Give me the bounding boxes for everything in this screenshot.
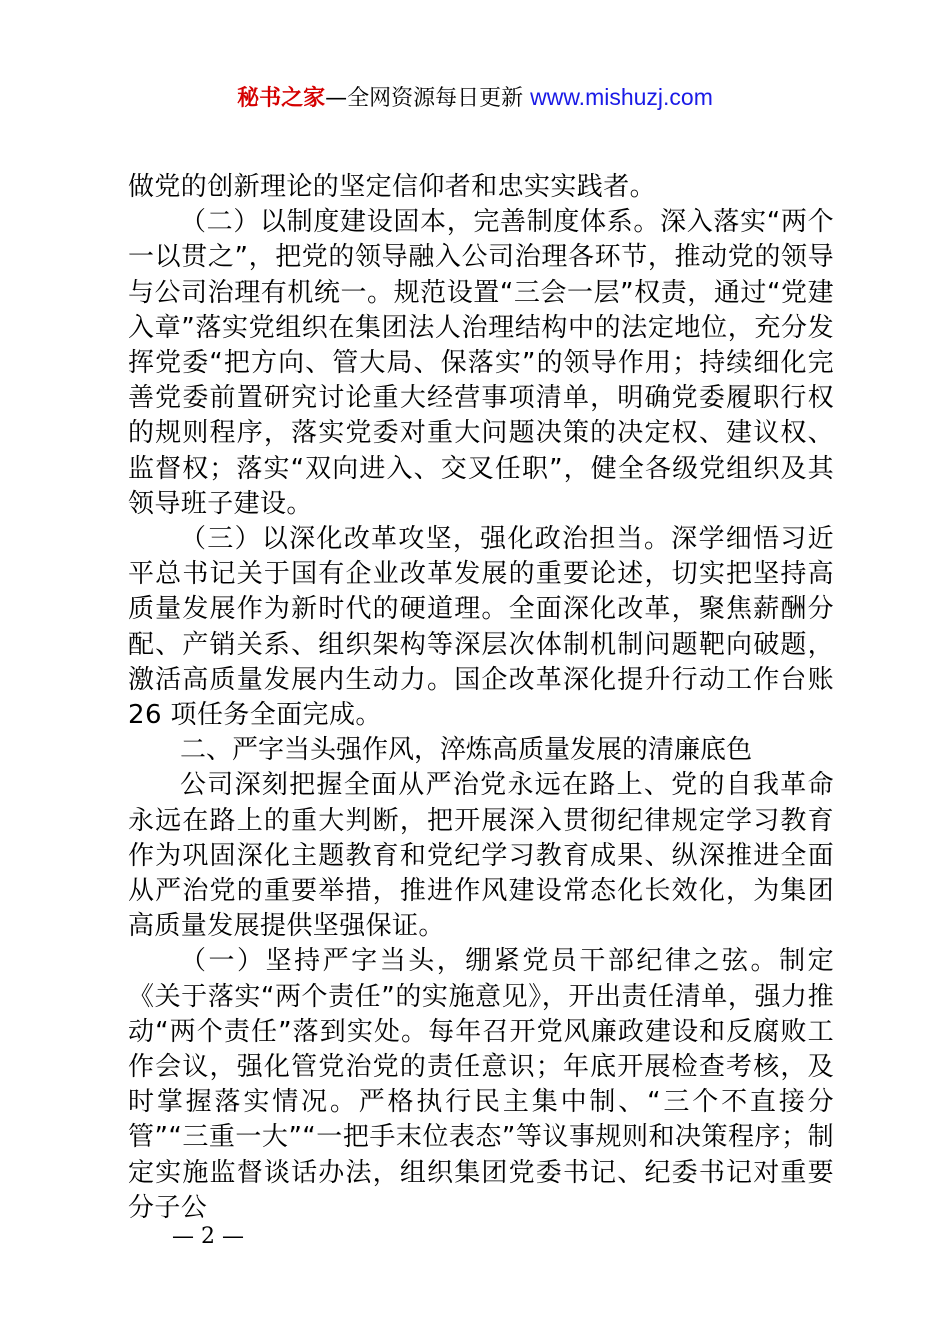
site-slogan: —全网资源每日更新 — [325, 86, 524, 111]
paragraph: （二）以制度建设固本，完善制度体系。深入落实“两个一以贯之”，把党的领导融入公司治理各环节，推动党的领导与公司治理有机统一。规范设置“三会一层”权责，通过“党建入章”落实党组织在集团法人治理结构中的法定地位，充分发挥党委“把方向、管大局、保落实”的领导作用；持续细化完善党委前置研究讨论重大经营事项清单，明确党委履职行权的规则程序，落实党委对重大问题决策的决定权、建议权、监督权；落实“双向进入、交叉任职”，健全各级党组织及其领导班子建设。 — [128, 207, 834, 519]
page-number: — 2 — — [172, 1224, 244, 1249]
section-heading: 二、严字当头强作风，淬炼高质量发展的清廉底色 — [180, 735, 753, 766]
site-header — [0, 80, 950, 116]
document-body — [128, 170, 834, 1226]
site-url[interactable]: www.mishuzj.com — [530, 84, 713, 110]
paragraph: 公司深刻把握全面从严治党永远在路上、党的自我革命永远在路上的重大判断，把开展深入贯彻纪律规定学习教育作为巩固深化主题教育和党纪学习教育成果、纵深推进全面从严治党的重要举措，推进作风建设常态化长效化，为集团高质量发展提供坚强保证。 — [128, 770, 834, 942]
paragraph: （一）坚持严字当头，绷紧党员干部纪律之弦。制定《关于落实“两个责任”的实施意见》，开出责任清单，强力推动“两个责任”落到实处。每年召开党风廉政建设和反腐败工作会议，强化管党治党的责任意识；年底开展检查考核，及时掌握落实情况。严格执行民主集中制、“三个不直接分管”“三重一大”“一把手末位表态”等议事规则和决策程序；制定实施监督谈话办法，组织集团党委书记、纪委书记对重要分子公 — [128, 946, 834, 1223]
paragraph: 做党的创新理论的坚定信仰者和忠实实践者。 — [128, 172, 657, 202]
site-brand: 秘书之家 — [237, 86, 326, 111]
paragraph: （三）以深化改革攻坚，强化政治担当。深学细悟习近平总书记关于国有企业改革发展的重要论述，切实把坚持高质量发展作为新时代的硬道理。全面深化改革，聚焦薪酬分配、产销关系、组织架构等深层次体制机制问题靶向破题，激活高质量发展内生动力。国企改革深化提升行动工作台账 26 项任务全面完成。 — [128, 524, 834, 731]
